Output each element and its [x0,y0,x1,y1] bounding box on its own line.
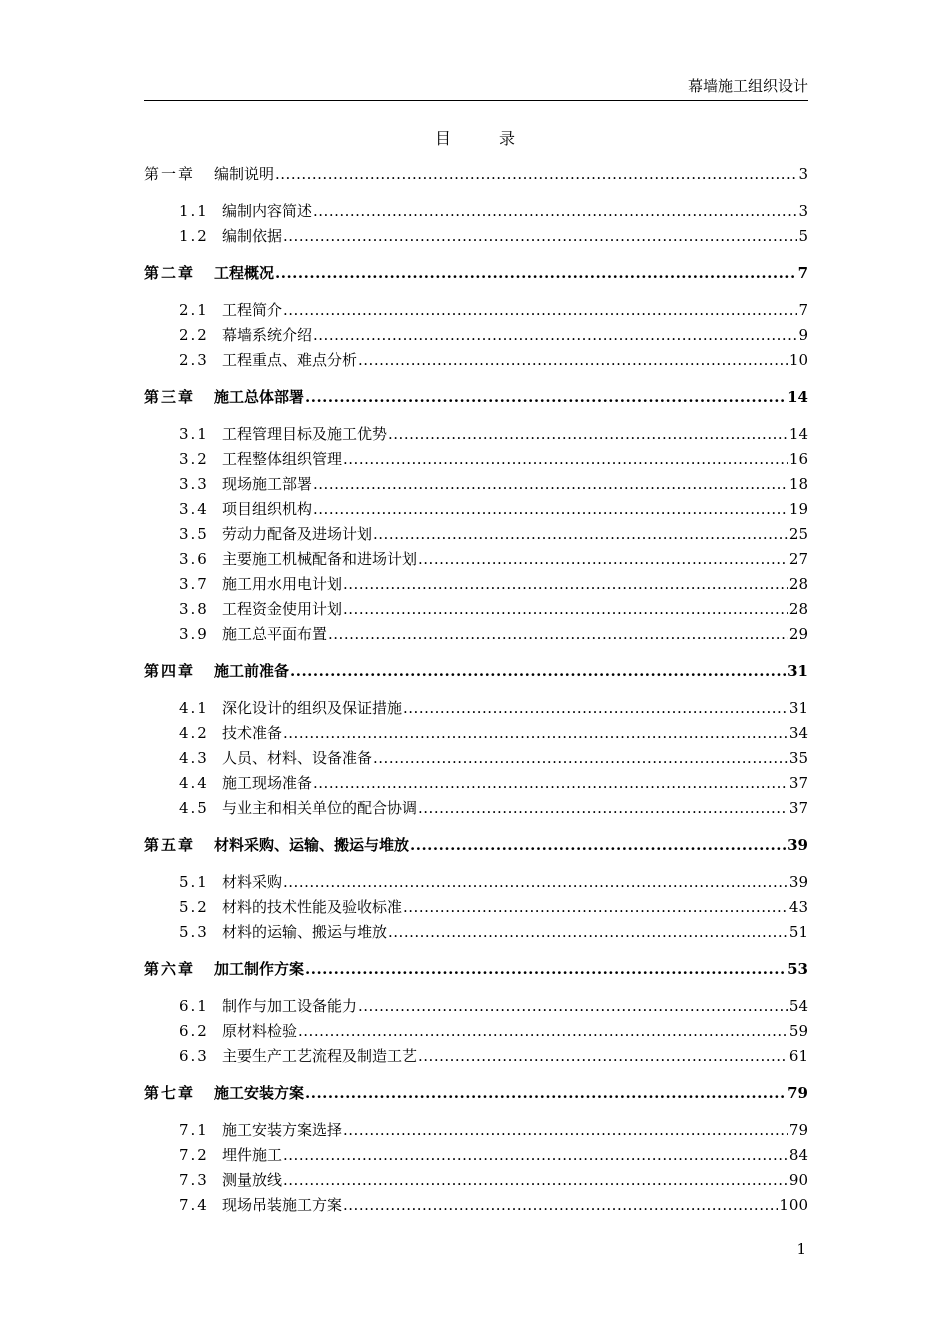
toc-section-entry[interactable] [144,1143,808,1168]
toc-entry-number: 第五章 [144,836,196,854]
toc-section-entry[interactable] [144,1044,808,1069]
toc-dot-leader [313,497,788,522]
toc-entry-number: 第一章 [144,165,196,183]
toc-dot-leader [305,1081,786,1106]
toc-entry-label: 材料的技术性能及验收标准 [222,898,403,916]
toc-entry-label: 深化设计的组织及保证措施 [222,699,403,717]
toc-entry-number: 3.5 [179,525,209,543]
toc-entry-page: 19 [788,500,808,518]
toc-entry-label: 主要施工机械配备和进场计划 [222,550,418,568]
toc-entry-label: 原材料检验 [222,1022,298,1040]
toc-entry-number: 5.2 [179,898,209,916]
toc-dot-leader [313,323,797,348]
toc-dot-leader [305,385,786,410]
toc-entry-number: 3.6 [179,550,209,568]
toc-section-entry[interactable] [144,1193,808,1218]
toc-entry-label: 施工安装方案 [214,1084,305,1102]
toc-entry-label: 材料采购 [222,873,283,891]
toc-entry-number: 3.7 [179,575,209,593]
toc-entry-page: 7 [797,264,808,282]
toc-entry-page: 5 [798,227,808,245]
toc-entry-number: 第四章 [144,662,196,680]
toc-entry-label: 劳动力配备及进场计划 [222,525,373,543]
toc-entry-label: 施工用水用电计划 [222,575,343,593]
toc-entry-page: 9 [798,326,808,344]
toc-entry-page: 14 [788,425,808,443]
toc-section-entry[interactable] [144,447,808,472]
toc-entry-page: 31 [788,699,808,717]
toc-entry-page: 34 [788,724,808,742]
toc-entry-number: 4.4 [179,774,209,792]
toc-entry-page: 3 [798,202,808,220]
toc-entry-label: 加工制作方案 [214,960,305,978]
toc-entry-label: 埋件施工 [222,1146,283,1164]
toc-entry-page: 18 [788,475,808,493]
toc-dot-leader [403,895,788,920]
toc-entry-page: 3 [798,165,808,183]
toc-section-entry[interactable] [144,771,808,796]
toc-section-entry[interactable] [144,422,808,447]
toc-entry-label: 工程概况 [214,264,275,282]
toc-entry-number: 6.1 [179,997,209,1015]
toc-section-entry[interactable] [144,472,808,497]
toc-dot-leader [358,994,788,1019]
toc-section-entry[interactable] [144,199,808,224]
toc-entry-label: 编制内容简述 [222,202,313,220]
toc-entry-number: 3.2 [179,450,209,468]
toc-entry-label: 编制依据 [222,227,283,245]
toc-section-entry[interactable] [144,696,808,721]
toc-entry-number: 6.3 [179,1047,209,1065]
toc-entry-label: 现场吊装施工方案 [222,1196,343,1214]
toc-chapter-entry[interactable] [144,833,808,858]
toc-entry-number: 7.1 [179,1121,209,1139]
toc-dot-leader [418,547,788,572]
toc-section-entry[interactable] [144,497,808,522]
toc-entry-number: 第七章 [144,1084,196,1102]
toc-entry-page: 79 [788,1121,808,1139]
toc-entry-page: 25 [788,525,808,543]
toc-section-entry[interactable] [144,721,808,746]
toc-chapter-entry[interactable] [144,162,808,187]
toc-entry-number: 4.3 [179,749,209,767]
toc-entry-page: 27 [788,550,808,568]
toc-dot-leader [343,597,788,622]
toc-entry-number: 5.3 [179,923,209,941]
toc-entry-label: 施工总平面布置 [222,625,328,643]
toc-dot-leader [418,796,788,821]
toc-entry-page: 28 [788,600,808,618]
toc-entry-label: 施工总体部署 [214,388,305,406]
toc-dot-leader [283,721,788,746]
toc-entry-label: 主要生产工艺流程及制造工艺 [222,1047,418,1065]
toc-entry-label: 工程管理目标及施工优势 [222,425,388,443]
toc-entry-number: 6.2 [179,1022,209,1040]
toc-dot-leader [283,1143,788,1168]
toc-entry-label: 技术准备 [222,724,283,742]
toc-dot-leader [388,920,788,945]
toc-section-entry[interactable] [144,994,808,1019]
toc-section-entry[interactable] [144,597,808,622]
toc-dot-leader [403,696,788,721]
toc-dot-leader [358,348,788,373]
toc-section-entry[interactable] [144,298,808,323]
toc-entry-page: 43 [788,898,808,916]
toc-dot-leader [343,447,788,472]
toc-entry-number: 3.9 [179,625,209,643]
toc-chapter-entry[interactable] [144,1081,808,1106]
toc-chapter-entry[interactable] [144,261,808,286]
toc-entry-page: 90 [788,1171,808,1189]
toc-entry-label: 与业主和相关单位的配合协调 [222,799,418,817]
toc-entry-number: 3.4 [179,500,209,518]
toc-entry-page: 100 [779,1196,808,1214]
toc-dot-leader [388,422,788,447]
toc-entry-label: 施工安装方案选择 [222,1121,343,1139]
toc-entry-page: 7 [798,301,808,319]
toc-section-entry[interactable] [144,1168,808,1193]
toc-entry-number: 1.1 [179,202,209,220]
toc-entry-page: 10 [788,351,808,369]
toc-section-entry[interactable] [144,796,808,821]
toc-entry-number: 7.4 [179,1196,209,1214]
toc-chapter-entry[interactable] [144,957,808,982]
toc-section-entry[interactable] [144,895,808,920]
toc-dot-leader [283,224,797,249]
toc-entry-page: 54 [788,997,808,1015]
toc-dot-leader [283,298,797,323]
toc-section-entry[interactable] [144,224,808,249]
toc-dot-leader [283,1168,788,1193]
toc-dot-leader [275,261,797,286]
toc-entry-page: 29 [788,625,808,643]
toc-entry-page: 37 [788,774,808,792]
toc-dot-leader [275,162,797,187]
toc-entry-page: 53 [787,960,808,978]
toc-entry-label: 工程整体组织管理 [222,450,343,468]
toc-entry-page: 14 [787,388,808,406]
toc-section-entry[interactable] [144,323,808,348]
toc-entry-label: 制作与加工设备能力 [222,997,358,1015]
toc-dot-leader [298,1019,788,1044]
toc-entry-number: 3.8 [179,600,209,618]
running-header: 幕墙施工组织设计 [144,74,808,101]
page-number: 1 [796,1240,806,1258]
toc-entry-label: 项目组织机构 [222,500,313,518]
toc-title: 目录 [434,129,563,148]
toc-entry-number: 4.2 [179,724,209,742]
toc-section-entry[interactable] [144,870,808,895]
toc-section-entry[interactable] [144,920,808,945]
toc-entry-label: 施工前准备 [214,662,290,680]
toc-entry-page: 39 [787,836,808,854]
toc-section-entry[interactable] [144,547,808,572]
toc-entry-page: 59 [788,1022,808,1040]
toc-section-entry[interactable] [144,572,808,597]
toc-entry-number: 第六章 [144,960,196,978]
toc-entry-number: 第二章 [144,264,196,282]
toc-entry-label: 编制说明 [214,165,275,183]
toc-dot-leader [373,746,788,771]
toc-dot-leader [283,870,788,895]
toc-dot-leader [410,833,786,858]
toc-dot-leader [343,1193,778,1218]
toc-entry-page: 16 [788,450,808,468]
toc-entry-page: 84 [788,1146,808,1164]
toc-entry-page: 51 [788,923,808,941]
toc-dot-leader [290,659,786,684]
toc-entry-label: 工程简介 [222,301,283,319]
toc-section-entry[interactable] [144,522,808,547]
toc-dot-leader [418,1044,788,1069]
toc-entry-number: 5.1 [179,873,209,891]
toc-dot-leader [343,572,788,597]
toc-dot-leader [328,622,788,647]
toc-dot-leader [305,957,786,982]
toc-entry-label: 幕墙系统介绍 [222,326,313,344]
toc-section-entry[interactable] [144,1019,808,1044]
toc-dot-leader [343,1118,788,1143]
toc-entry-page: 37 [788,799,808,817]
toc-entry-number: 3.1 [179,425,209,443]
toc-entry-page: 28 [788,575,808,593]
toc-entry-number: 7.3 [179,1171,209,1189]
toc-entry-label: 测量放线 [222,1171,283,1189]
toc-section-entry[interactable] [144,348,808,373]
toc-section-entry[interactable] [144,622,808,647]
toc-entry-number: 3.3 [179,475,209,493]
toc-entry-page: 79 [787,1084,808,1102]
toc-dot-leader [373,522,788,547]
toc-entry-number: 4.1 [179,699,209,717]
toc-entry-label: 人员、材料、设备准备 [222,749,373,767]
toc-dot-leader [313,199,797,224]
toc-entry-number: 1.2 [179,227,209,245]
toc-entry-label: 工程资金使用计划 [222,600,343,618]
toc-section-entry[interactable] [144,746,808,771]
toc-entry-number: 7.2 [179,1146,209,1164]
toc-dot-leader [313,771,788,796]
toc-dot-leader [313,472,788,497]
toc-chapter-entry[interactable] [144,659,808,684]
toc-entry-label: 施工现场准备 [222,774,313,792]
toc-chapter-entry[interactable] [144,385,808,410]
toc-entry-page: 35 [788,749,808,767]
toc-entry-number: 2.2 [179,326,209,344]
toc-entry-page: 39 [788,873,808,891]
table-of-contents [144,158,808,1218]
toc-entry-number: 2.1 [179,301,209,319]
toc-entry-number: 第三章 [144,388,196,406]
toc-entry-label: 材料的运输、搬运与堆放 [222,923,388,941]
toc-entry-label: 工程重点、难点分析 [222,351,358,369]
toc-entry-number: 2.3 [179,351,209,369]
toc-entry-page: 31 [787,662,808,680]
toc-entry-page: 61 [788,1047,808,1065]
toc-entry-label: 现场施工部署 [222,475,313,493]
toc-section-entry[interactable] [144,1118,808,1143]
toc-entry-label: 材料采购、运输、搬运与堆放 [214,836,410,854]
toc-entry-number: 4.5 [179,799,209,817]
